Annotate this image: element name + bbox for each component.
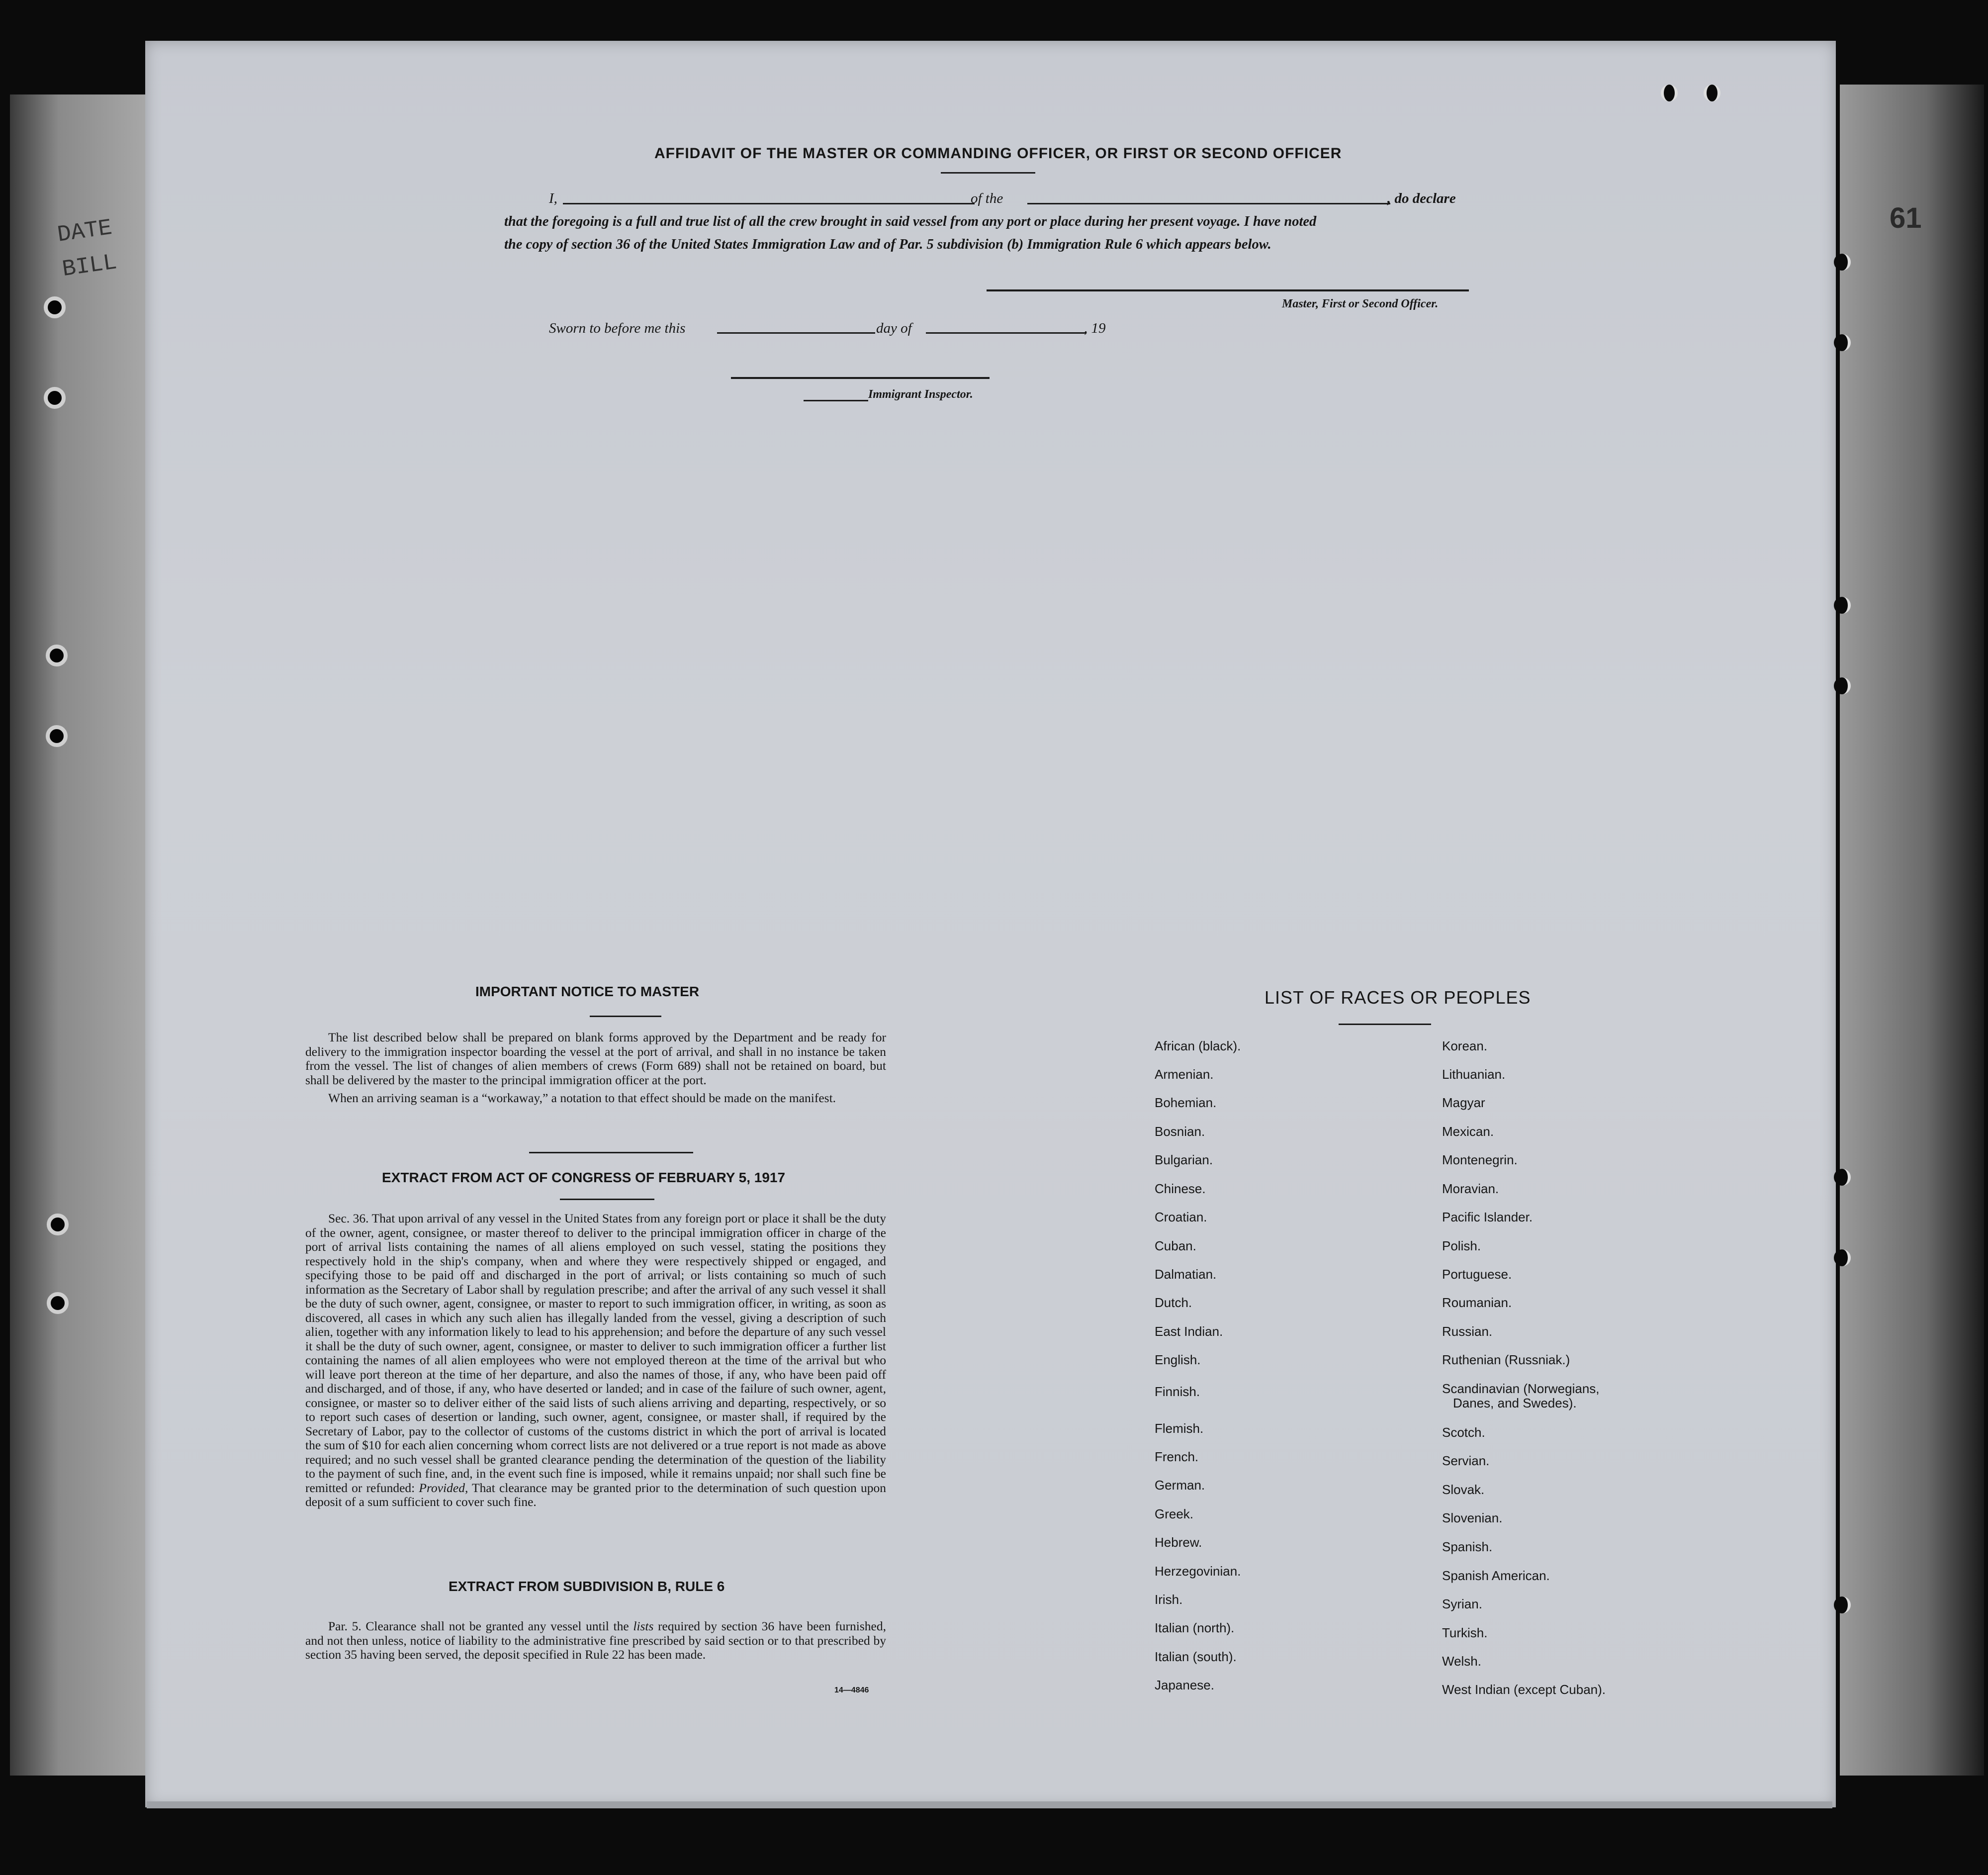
act-section-36 — [305, 1212, 886, 1509]
race-item: Scandinavian (Norwegians, — [1442, 1381, 1600, 1396]
race-item: French. — [1155, 1449, 1199, 1464]
race-item: Turkish. — [1442, 1625, 1488, 1640]
race-item: German. — [1155, 1478, 1205, 1493]
race-item: Cuban. — [1155, 1238, 1196, 1253]
underlying-page-right — [1840, 85, 1984, 1776]
race-item: Welsh. — [1442, 1654, 1481, 1669]
provided-text: That clearance may be granted prior to the determination of such question upon deposit of a sum sufficient to cover such fine. — [305, 1480, 887, 1509]
race-item: Hebrew. — [1155, 1535, 1202, 1550]
name-blank-line — [563, 203, 975, 204]
race-item: English. — [1155, 1352, 1201, 1367]
race-item: Russian. — [1442, 1324, 1493, 1339]
form-number: 14—4846 — [834, 1686, 869, 1694]
punch-hole-icon — [1834, 254, 1851, 271]
sworn-month-blank-line — [926, 332, 1086, 334]
race-item: Flemish. — [1155, 1421, 1204, 1436]
rule-paragraph-5 — [305, 1619, 886, 1662]
race-item: African (black). — [1155, 1038, 1241, 1053]
race-item: East Indian. — [1155, 1324, 1223, 1339]
punch-hole-icon — [1834, 677, 1851, 694]
punch-hole-icon — [1834, 1249, 1851, 1266]
races-title: LIST OF RACES OR PEOPLES — [1265, 987, 1531, 1008]
section-label: Sec. 36. — [328, 1211, 369, 1225]
affidavit-i-label: I, — [549, 190, 557, 206]
signature-caption: Master, First or Second Officer. — [1282, 297, 1439, 310]
rule-text-start: Par. 5. Clearance shall not be granted any vessel until the — [328, 1619, 629, 1633]
notice-title-underline — [590, 1016, 661, 1017]
binder-hole-icon — [46, 645, 68, 666]
rule-extract-title: EXTRACT FROM SUBDIVISION B, RULE 6 — [449, 1579, 725, 1594]
vessel-blank-line — [1027, 203, 1390, 204]
race-item: Italian (south). — [1155, 1649, 1237, 1664]
race-item: Mexican. — [1442, 1124, 1494, 1139]
act-extract-body — [305, 1212, 886, 1509]
race-item: Italian (north). — [1155, 1620, 1235, 1635]
signature-line — [987, 289, 1469, 291]
race-item: West Indian (except Cuban). — [1442, 1682, 1606, 1697]
race-item: Magyar — [1442, 1095, 1485, 1110]
race-item: Spanish American. — [1442, 1568, 1550, 1583]
races-title-underline — [1339, 1024, 1431, 1025]
rule-extract-body — [305, 1619, 886, 1662]
race-item: Japanese. — [1155, 1678, 1214, 1692]
race-item: Dutch. — [1155, 1295, 1192, 1310]
race-item: Slovak. — [1442, 1482, 1485, 1497]
binder-hole-icon — [46, 725, 68, 747]
form-paper — [145, 41, 1836, 1807]
race-item: Portuguese. — [1442, 1267, 1512, 1282]
binder-hole-icon — [44, 296, 66, 318]
inspector-caption: Immigrant Inspector. — [868, 388, 973, 401]
affidavit-title: AFFIDAVIT OF THE MASTER OR COMMANDING OFFICER, OR FIRST OR SECOND OFFICER — [654, 145, 1342, 162]
underlying-page-stamp — [55, 210, 119, 287]
punch-hole-icon — [1704, 85, 1720, 101]
race-item: Herzegovinian. — [1155, 1564, 1241, 1579]
underlying-page-number: 61 — [1890, 202, 1922, 234]
punch-hole-icon — [1834, 1596, 1851, 1613]
race-item: Armenian. — [1155, 1067, 1214, 1082]
race-item: Ruthenian (Russniak.) — [1442, 1352, 1570, 1367]
race-item: Slovenian. — [1442, 1510, 1503, 1525]
rule-lists-word: lists — [633, 1619, 654, 1633]
affidavit-declare-label: , do declare — [1387, 190, 1456, 206]
binder-hole-icon — [47, 1292, 69, 1314]
binder-hole-icon — [44, 387, 66, 409]
inspector-caption-rule — [804, 400, 868, 401]
act-extract-title: EXTRACT FROM ACT OF CONGRESS OF FEBRUARY 5, 1917 — [382, 1170, 786, 1185]
affidavit-of-the-label: of the — [971, 190, 1003, 206]
race-item: Croatian. — [1155, 1210, 1207, 1224]
race-item: Montenegrin. — [1442, 1152, 1518, 1167]
notice-title: IMPORTANT NOTICE TO MASTER — [475, 984, 700, 999]
race-item: Danes, and Swedes). — [1453, 1396, 1577, 1410]
punch-hole-icon — [1834, 1169, 1851, 1186]
provided-label: Provided, — [419, 1480, 468, 1495]
punch-hole-icon — [1661, 85, 1678, 101]
underlying-page-left — [10, 94, 149, 1776]
race-item: Dalmatian. — [1155, 1267, 1217, 1282]
race-item: Korean. — [1442, 1038, 1488, 1053]
paper-bottom-edge — [147, 1801, 1832, 1808]
notice-body — [305, 1031, 886, 1106]
sworn-day-blank-line — [717, 332, 875, 334]
stamp-line-1: DATE — [56, 214, 114, 248]
race-item: Polish. — [1442, 1238, 1481, 1253]
binder-hole-icon — [47, 1214, 69, 1235]
race-item: Roumanian. — [1442, 1295, 1512, 1310]
affidavit-line-2: that the foregoing is a full and true list of all the crew brought in said vessel from any port or place during her present voyage. I have noted — [504, 214, 1317, 229]
race-item: Spanish. — [1442, 1539, 1493, 1554]
section-36-text: That upon arrival of any vessel in the United States from any foreign port or place it shall be the duty of the owner, agent, consignee, or master thereof to deliver to the principal immigration officer in charge of the port of arrival lists containing the names of all aliens employed on such vessel, stating the positions they respectively hold in the ship's company, when and where they were respectively shipped or engaged, and specifying those to be paid off and discharged in the port of arrival; or lists containing so much of such information as the Secretary of Labor shall by regulation prescribe; and after the arrival of any such vessel it shall be the duty of such owner, agent, consignee, or master to report to such immigration officer, in writing, as soon as discovered, all cases in which any such alien has illegally landed from the vessel, giving a description of such alien, together with any information likely to lead to his apprehension; and before the departure of any such vessel it shall be the duty of such owner, agent, consignee, or master to deliver to such immigration officer a further list containing the names of all alien employees who were not employed thereon at the time of the arrival but who will leave port thereon at the time of her departure, and also the names of those, if any, who have been paid off and discharged, and of those, if any, who have deserted or landed; and in case of the failure of such owner, agent, consignee, or master so to deliver either of the said lists of such aliens arriving and departing, respectively, or so to report such cases of desertion or landing, such owner, agent, consignee, or master shall, if required by the Secretary of Labor, pay to the collector of customs of the customs district in which the port of arrival is located the sum of $10 for each alien concerning whom correct lists are not delivered or a true report is not made as above required; and no such vessel shall be granted clearance pending the determination of the question of the liability to the payment of such fine, and, in the event such fine is imposed, while it remains unpaid; nor shall such fine be remitted or refunded: — [305, 1211, 886, 1495]
section-divider — [529, 1152, 693, 1153]
race-item: Chinese. — [1155, 1181, 1206, 1196]
punch-hole-icon — [1834, 334, 1851, 351]
race-item: Moravian. — [1442, 1181, 1499, 1196]
sworn-day-of-label: day of — [876, 320, 912, 336]
race-item: Finnish. — [1155, 1384, 1200, 1399]
affidavit-line-3: the copy of section 36 of the United States Immigration Law and of Par. 5 subdivision (b) Immigration Rule 6 which appears below. — [504, 237, 1271, 252]
race-item: Irish. — [1155, 1592, 1183, 1607]
act-title-underline — [560, 1199, 654, 1200]
race-item: Bosnian. — [1155, 1124, 1205, 1139]
sworn-year-label: , 19 — [1084, 320, 1106, 336]
race-item: Syrian. — [1442, 1596, 1482, 1611]
notice-paragraph-2: When an arriving seaman is a “workaway,” a notation to that effect should be made on the manifest. — [328, 1091, 836, 1105]
race-item: Bulgarian. — [1155, 1152, 1213, 1167]
race-item: Scotch. — [1442, 1425, 1485, 1440]
punch-hole-icon — [1834, 597, 1851, 614]
race-item: Servian. — [1442, 1453, 1490, 1468]
inspector-signature-line — [731, 377, 990, 379]
stamp-line-2: BILL — [60, 249, 119, 283]
race-item: Greek. — [1155, 1506, 1194, 1521]
race-item: Bohemian. — [1155, 1095, 1217, 1110]
notice-paragraph-1: The list described below shall be prepared on blank forms approved by the Department and be ready for delivery to the immigration inspector boarding the vessel at the port of arrival, and shall in no instance be taken from the vessel. The list of changes of alien members of crews (Form 689) shall not be retained on board, but shall be delivered by the master to the principal immigration officer at the port. — [305, 1030, 886, 1087]
race-item: Pacific Islander. — [1442, 1210, 1533, 1224]
title-underline — [941, 172, 1035, 174]
race-item: Lithuanian. — [1442, 1067, 1506, 1082]
rule-text-end: required by section 36 have been furnished, and not then unless, notice of liability to the administrative fine prescribed by said section or to that prescribed by section 35 having been served, the deposit specified in Rule 22 has been made. — [305, 1619, 887, 1662]
sworn-prefix: Sworn to before me this — [549, 320, 686, 336]
